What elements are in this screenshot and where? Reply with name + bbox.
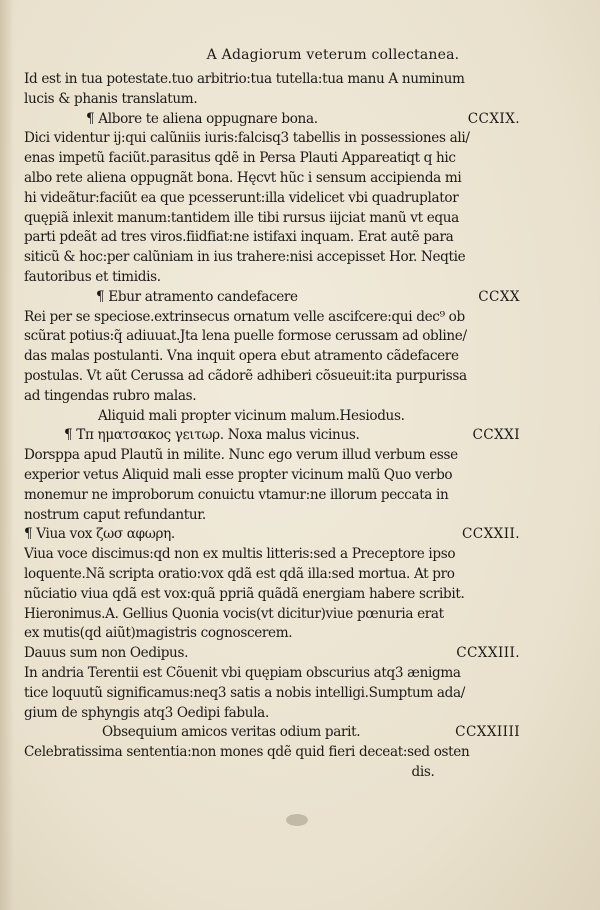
adage-heading bbox=[24, 644, 522, 664]
adage-heading bbox=[24, 288, 522, 308]
line-text: loquente.Nã scripta oratio:vox qdã est qdã illa:sed mortua. At pro bbox=[24, 565, 455, 582]
adage-heading bbox=[24, 723, 522, 743]
text-line bbox=[24, 248, 522, 268]
text-line bbox=[24, 743, 522, 763]
line-text: experior vetus Aliquid mali esse propter vicinum malũ Quo verbo bbox=[24, 466, 453, 483]
line-text: postulas. Vt aũt Cerussa ad cãdorẽ adhiberi cõsueuit:ita purpurissa bbox=[24, 367, 467, 384]
text-line bbox=[24, 506, 522, 526]
text-line bbox=[24, 624, 522, 644]
text-line bbox=[24, 228, 522, 248]
text-line bbox=[24, 565, 522, 585]
adage-numeral: CCXXI bbox=[472, 427, 520, 444]
adage-title: ¶ Τπ ηματσακος γειτωρ. Noxa malus vicinus. bbox=[64, 427, 360, 444]
binding-gutter bbox=[0, 0, 14, 910]
text-line bbox=[24, 545, 522, 565]
text-line bbox=[24, 327, 522, 347]
ink-smudge bbox=[286, 814, 308, 826]
line-text: Id est in tua potestate.tuo arbitrio:tua tutella:tua manu A numinum bbox=[24, 71, 465, 87]
adage-numeral: CCXIX. bbox=[467, 110, 520, 127]
line-text: Celebratissima sententia:non mones qdẽ quid fieri deceat:sed osten bbox=[24, 744, 470, 761]
line-text: nũciatio viua qdã est vox:quã ppriã quãdã energiam habere scribit. bbox=[24, 585, 465, 602]
text-line bbox=[24, 90, 522, 110]
line-text: Viua voce discimus:qd non ex multis litteris:sed a Preceptore ipso bbox=[24, 546, 456, 563]
text-column bbox=[24, 40, 522, 783]
line-text: gium de sphyngis atq3 Oedipi fabula. bbox=[24, 704, 269, 721]
line-text: scũrat potius:q̃ adiuuat.Jta lena puelle formose cerussam ad obline/ bbox=[24, 328, 467, 345]
line-text: Aliquid mali propter vicinum malum.Hesiodus. bbox=[98, 407, 405, 424]
line-text: monemur ne improborum conuictu vtamur:ne illorum peccata in bbox=[24, 486, 449, 503]
text-line bbox=[24, 684, 522, 704]
adage-heading bbox=[24, 525, 522, 545]
adage-heading bbox=[24, 426, 522, 446]
line-text: ex mutis(qd aiũt)magistris cognoscerem. bbox=[24, 625, 293, 642]
line-text: Rei per se speciose.extrinsecus ornatum velle ascifcere:qui dec⁹ ob bbox=[24, 308, 465, 325]
line-text: hi videãtur:faciũt ea que pcesserunt:illa videlicet vbi quadruplator bbox=[24, 189, 459, 206]
line-text: Dorsppa apud Plautũ in milite. Nunc ego verum illud verbum esse bbox=[24, 447, 458, 464]
text-line bbox=[24, 387, 522, 407]
text-line bbox=[24, 585, 522, 605]
text-line bbox=[24, 70, 522, 90]
text-line bbox=[24, 347, 522, 367]
line-text: ad tingendas rubro malas. bbox=[24, 387, 197, 404]
line-text: Hieronimus.A. Gellius Quonia vocis(vt dicitur)viue pœnuria erat bbox=[24, 605, 444, 622]
running-head: A Adagiorum veterum collectanea. bbox=[206, 47, 460, 63]
text-line bbox=[24, 367, 522, 387]
line-text: quępiã inlexit manum:tantidem ille tibi rursus iijciat manũ vt equa bbox=[24, 209, 459, 226]
line-text: siticũ & hoc:per calũniam in ius trahere:nisi accepisset Hor. Neqtie bbox=[24, 249, 466, 266]
line-text: parti pdeãt ad tres viros.fiidfiat:ne istifaxi inquam. Erat autẽ para bbox=[24, 229, 454, 246]
adage-heading bbox=[24, 110, 522, 130]
line-text: dis. bbox=[411, 763, 435, 780]
adage-numeral: CCXX bbox=[478, 288, 520, 305]
adage-title: ¶ Ebur atramento candefacere bbox=[96, 288, 298, 305]
text-line bbox=[24, 605, 522, 625]
text-line bbox=[24, 704, 522, 724]
text-line bbox=[24, 763, 522, 783]
text-line bbox=[24, 486, 522, 506]
line-text: albo rete aliena oppugnãt bona. Hęcvt hũc i sensum accipienda mi bbox=[24, 169, 462, 186]
text-line bbox=[24, 149, 522, 169]
text-line bbox=[24, 189, 522, 209]
text-line bbox=[24, 169, 522, 189]
adage-numeral: CCXXIII. bbox=[456, 645, 520, 662]
adage-numeral: CCXXIIII bbox=[455, 724, 520, 741]
text-line bbox=[24, 407, 522, 427]
text-line bbox=[24, 209, 522, 229]
line-text: enas impetũ faciũt.parasitus qdẽ in Persa Plauti Appareatiqt q hic bbox=[24, 150, 456, 167]
text-line bbox=[24, 308, 522, 328]
adage-title: Dauus sum non Oedipus. bbox=[24, 645, 189, 662]
line-text: Dici videntur ij:qui calũniis iuris:falcisq3 tabellis in possessiones ali/ bbox=[24, 130, 470, 147]
line-text: nostrum caput refundantur. bbox=[24, 506, 206, 523]
text-line bbox=[24, 446, 522, 466]
text-line bbox=[24, 466, 522, 486]
text-line bbox=[24, 129, 522, 149]
adage-title: ¶ Viua vox ζωσ αφωρη. bbox=[24, 526, 175, 543]
line-text: fautoribus et timidis. bbox=[24, 268, 161, 285]
line-text: In andria Terentii est Cõuenit vbi quępiam obscurius atq3 ænigma bbox=[24, 664, 461, 681]
adage-numeral: CCXXII. bbox=[461, 526, 520, 543]
adage-title: Obsequium amicos veritas odium parit. bbox=[102, 724, 361, 741]
adage-title: ¶ Albore te aliena oppugnare bona. bbox=[86, 110, 318, 127]
line-text: das malas postulanti. Vna inquit opera ebut atramento cãdefacere bbox=[24, 348, 459, 365]
line-text: tice loquutũ significamus:neq3 satis a nobis intelligi.Sumptum ada/ bbox=[24, 684, 466, 701]
text-line bbox=[24, 268, 522, 288]
line-text: lucis & phanis translatum. bbox=[24, 90, 198, 107]
text-line bbox=[24, 664, 522, 684]
